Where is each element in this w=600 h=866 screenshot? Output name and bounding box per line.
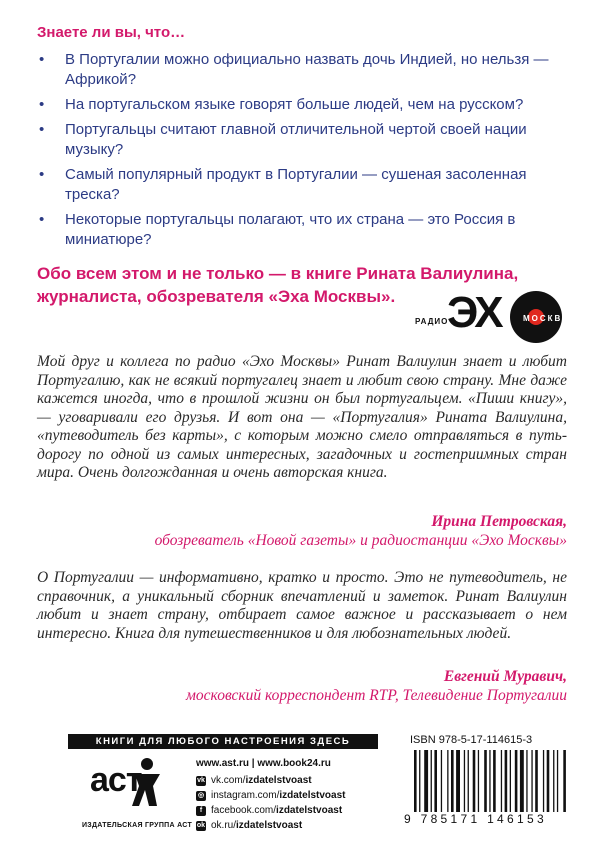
- review-1-name: Ирина Петровская,: [431, 513, 567, 530]
- barcode-bar: [424, 750, 428, 812]
- barcode-bar: [493, 750, 496, 812]
- list-item: • Самый популярный продукт в Португалии — сушеная засоленная треска?: [39, 166, 527, 203]
- social-link-facebook[interactable]: f facebook.com/ izdatelstvoast: [196, 803, 346, 818]
- barcode-bar: [531, 750, 532, 812]
- review-2-role: московский корреспондент RTP, Телевидение Португалии: [186, 687, 567, 704]
- barcode-bar: [505, 750, 508, 812]
- bullet-icon: •: [39, 51, 45, 68]
- review-2-name: Евгений Муравич,: [443, 668, 567, 685]
- publisher-name: ИЗДАТЕЛЬСКАЯ ГРУППА АСТ: [81, 822, 193, 829]
- ok-icon: ok: [196, 821, 206, 829]
- barcode-bar: [419, 750, 420, 812]
- barcode-bar: [431, 750, 432, 812]
- instagram-icon: ◎: [197, 791, 205, 799]
- ast-logo: [85, 756, 185, 816]
- barcode-bar: [484, 750, 487, 812]
- heading: Знаете ли вы, что…: [37, 24, 186, 41]
- promo-text: Обо всем этом и не только — в книге Рината Валиулина, журналиста, обозревателя «Эха Москвы».: [37, 264, 519, 306]
- links-block: [196, 758, 346, 833]
- barcode-digits: 9 785171 146153: [404, 812, 547, 826]
- barcode-bar: [547, 750, 550, 812]
- barcode-bar: [473, 750, 476, 812]
- bullet-icon: •: [39, 96, 45, 113]
- website-links[interactable]: www.ast.ru | www.book24.ru: [196, 758, 331, 769]
- list-item: • Некоторые португальцы полагают, что их страна — это Россия в миниатюре?: [39, 211, 516, 248]
- social-link-vk[interactable]: vk vk.com/ izdatelstvoast: [197, 775, 312, 786]
- list-item: • Португальцы считают главной отличительной чертой своей нации музыку?: [39, 121, 527, 158]
- review-1-role: обозреватель «Новой газеты» и радиостанции «Эхо Москвы»: [154, 532, 567, 549]
- isbn: ISBN 978-5-17-114615-3: [410, 734, 533, 746]
- social-link-instagram[interactable]: ◎ instagram.com/ izdatelstvoast: [197, 790, 346, 801]
- review-1-author: [155, 512, 567, 550]
- bullet-icon: •: [39, 211, 45, 228]
- review-2-text: О Португалии — информативно, кратко и просто. Это не путеводитель, не справочник, а уникальный сборник впечатлений и заметок. Ринат Валиулин любит и знает страну, отбирает самое важное и рассказывает о нем интересно. Книга для путешественников и для любознательных людей.: [37, 569, 567, 642]
- barcode-bar: [563, 750, 566, 812]
- barcode-bar: [535, 750, 538, 812]
- barcode-bar: [414, 750, 417, 812]
- barcode-icon: [410, 750, 570, 812]
- facebook-icon: f: [196, 806, 206, 816]
- logo-radio-text: РАДИО: [415, 317, 449, 326]
- barcode-bar: [434, 750, 437, 812]
- barcode-bar: [447, 750, 448, 812]
- barcode-bar: [468, 750, 469, 812]
- barcode-bar: [441, 750, 442, 812]
- barcode-bar: [464, 750, 465, 812]
- barcode-bar: [456, 750, 460, 812]
- echo-moskvy-logo: [415, 290, 580, 350]
- barcode-bar: [510, 750, 511, 812]
- review-1-text: Мой друг и коллега по радио «Эхо Москвы» Ринат Валиулин знает и любит Португалию, как не всякий португалец знает и любит свою страну. Мне даже кажется иногда, что в прошлой жизни он был португальцем. «Пиши книгу», — уговаривали его друзья. И вот она — «Португалия» Рината Валиулина, «путеводитель без карты», с которым можно смело отправляться в путь-дорогу по одной из самых интересных, загадочных и гостеприимных стран мира. Очень долгожданная и очень авторская книга.: [37, 353, 567, 481]
- barcode-bar: [553, 750, 554, 812]
- barcode-bar: [526, 750, 527, 812]
- list-item: • На португальском языке говорят больше людей, чем на русском?: [39, 96, 524, 113]
- barcode-bar: [543, 750, 544, 812]
- tagline-banner: КНИГИ ДЛЯ ЛЮБОГО НАСТРОЕНИЯ ЗДЕСЬ: [68, 734, 378, 749]
- barcode-bar: [520, 750, 524, 812]
- barcode-bar: [451, 750, 454, 812]
- social-link-ok[interactable]: ok ok.ru/ izdatelstvoast: [196, 820, 303, 831]
- list-item: • В Португалии можно официально назвать дочь Индией, но нельзя — Африкой?: [39, 51, 549, 88]
- barcode-bar: [557, 750, 558, 812]
- vk-icon: vk: [197, 776, 205, 784]
- logo-eh-text: ЭХ: [447, 288, 501, 337]
- bullet-icon: •: [39, 121, 45, 138]
- ast-logo-letters: аст: [90, 761, 142, 799]
- logo-moskvy-text: МОСКВЫ: [523, 314, 573, 323]
- facts-list: [37, 50, 577, 255]
- barcode-bar: [489, 750, 490, 812]
- bullet-icon: •: [39, 166, 45, 183]
- barcode-bar: [501, 750, 502, 812]
- review-2-author: [186, 667, 567, 705]
- barcode-bar: [515, 750, 518, 812]
- barcode-bar: [478, 750, 479, 812]
